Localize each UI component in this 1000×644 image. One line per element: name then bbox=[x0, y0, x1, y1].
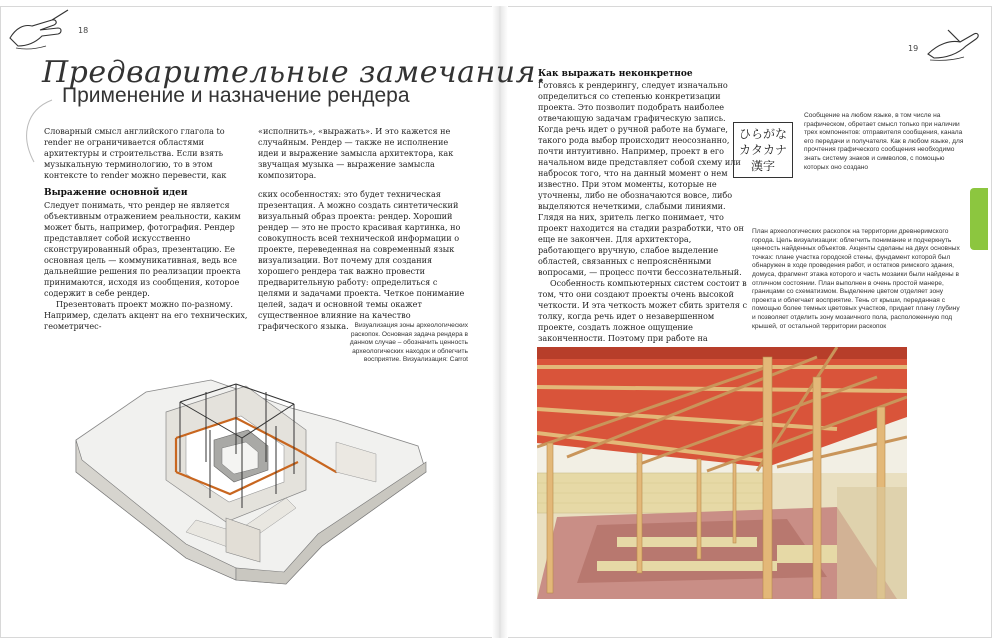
body-paragraph: Следует понимать, что рендер не является объективным отражением реальности, каким может быть, например, фотография. Рендер представляет собой искусственно сконструированный образ, презентацию. Ее основная цель — коммуникативная, ведь все дальнейшие решения по реализации проекта принимаются, исходя из сообщения, которое содержит в себе рендер. bbox=[44, 200, 241, 298]
image-caption-left: Визуализация зоны археологических раскопок. Основная задача рендера в данном случае – обозначить ценность археологических находок и облегчить восприятие. Визуализация: Carrot bbox=[349, 322, 468, 364]
katakana-text: カタカナ bbox=[738, 143, 787, 157]
body-column-2: ских особенностях: это будет техническая презентация. А можно создать синтетический визуальный образ проекта: рендер. Хороший рендер — это не просто красивая картинка, но совокупность всей технической информации о проекте, переведенная на современный язык визуализации. Вот почему для создания хорошего рендера так важно провести предварительную работу: определиться с целями и задачами проекта. Четкое понимание целей, задач и основной темы окажет существенное влияние на качество графического языка. bbox=[258, 189, 465, 331]
body-paragraph: Готовясь к рендерингу, следует изначально определиться со степенью конкретизации проекта. Это позволит подобрать наиболее отвечающую задачам графическую запись. Когда речь идет о ручной работе на бумаге, такого рода выбор происходит неосознанно, почти интуитивно. Например, проект в его начальном виде представляет собой схему или набросок того, что на данный момент о нем известно. При этом моменты, которые не уточнены, либо не обозначаются вовсе, либо выделяются нечеткими, слабыми линиями. Глядя на них, зритель легко понимает, что проект находится на стадии разработки, что он еще не закончен. Для архитектора, работающего вручную, слабое выделение областей, связанных с непрояснёнными вопросами, — процесс почти бессознательный. bbox=[538, 80, 744, 277]
excavation-illustration bbox=[36, 322, 436, 590]
intro-column-1: Словарный смысл английского глагола to render не ограничивается областями архитектуры и строительства. Если взять музыкальную терминологию, то в этом контексте to render можно перевести, как bbox=[44, 126, 227, 180]
book-gutter bbox=[492, 6, 508, 638]
section-heading-right: Как выражать неконкретное bbox=[538, 69, 693, 79]
writing-hand-icon bbox=[924, 26, 982, 62]
page-title-script: Предварительные замечания. bbox=[42, 55, 547, 90]
side-note: Сообщение на любом языке, в том числе на графическом, обретает смысл только при наличии трех компонентов: отправителя сообщения, канала его передачи и получателя. Как в любом языке, для прочтения графического сообщения необходимо знать систему знаков и символов, с помощью которых оно создано bbox=[804, 112, 964, 171]
image-caption-right: План археологических раскопок на территории древнеримского города. Цель визуализации: облегчить понимание и подчеркнуть ценность найденных объектов. Акценты сделаны на двух основных точках: плане участка городской стены, фундамент которой был обнаружен в ходе проведения работ, и остатков римского здания, домуса, фрагмент этажа которого и часть мозаики были найдены в отличном состоянии. План выполнен в очень простой манере, границами со схематизмом. Выделение цветом отделяет зону проекта и облегчает восприятие. Тень от крыши, переданная с помощью более темных цветовых участков, придает плану глубину и позволяет отделить зону мозаичного пола, расположенную под крышей, от остальной территории раскопок bbox=[752, 228, 960, 330]
hand-drawing-icon bbox=[6, 8, 72, 52]
page-subtitle: Применение и назначение рендера bbox=[62, 84, 410, 107]
roof-structure-render bbox=[537, 347, 907, 599]
body-column-right bbox=[538, 80, 750, 388]
kana-sample-box bbox=[733, 122, 793, 178]
page-number-right: 19 bbox=[908, 44, 919, 53]
body-paragraph: Особенность компьютерных систем состоит в том, что они создают проекты очень высокой четкости. И эта четкость может сбить зрителя с толку, когда речь идет о незавершенном проекте, создать ложное ощущение законченности. Поэтому при работе на bbox=[538, 278, 748, 343]
section-heading-left: Выражение основной идеи bbox=[44, 188, 188, 198]
kanji-text: 漢字 bbox=[750, 159, 775, 173]
hiragana-text: ひらがな bbox=[738, 127, 787, 141]
page-number-left: 18 bbox=[78, 26, 89, 35]
intro-column-2: «исполнить», «выражать». И это кажется не случайным. Рендер — также не исполнение идеи и выражение замысла архитектора, как звучащая музыка — выражение замысла композитора. bbox=[258, 126, 454, 180]
chapter-tab bbox=[970, 188, 988, 250]
body-column-1 bbox=[44, 200, 254, 332]
body-paragraph: Презентовать проект можно по-разному. Например, сделать акцент на его технических, геометричес- bbox=[44, 299, 248, 331]
